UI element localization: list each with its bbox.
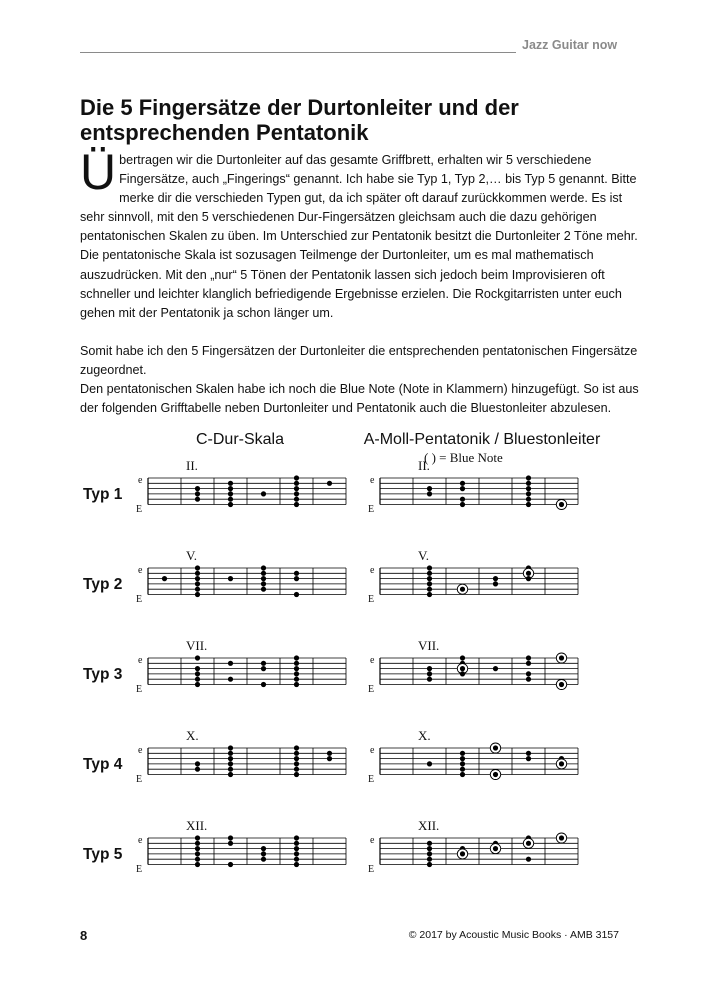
finger-dot [526, 475, 531, 480]
finger-dot [493, 576, 498, 581]
finger-dot [427, 581, 432, 586]
finger-dot [294, 756, 299, 761]
finger-dot [493, 666, 498, 671]
finger-dot [294, 486, 299, 491]
fret-position-label: XII. [186, 818, 208, 833]
finger-dot [195, 841, 200, 846]
finger-dot [526, 671, 531, 676]
string-label-low: E [136, 593, 143, 605]
finger-dot [261, 666, 266, 671]
finger-dot [294, 677, 299, 682]
fingering-type-label: Typ 2 [83, 576, 123, 593]
fret-position-label: X. [418, 728, 431, 743]
copyright-notice: © 2017 by Acoustic Music Books · AMB 3157 [408, 929, 619, 941]
finger-dot [327, 481, 332, 486]
string-label-low: E [136, 773, 143, 785]
pentatonic-fretboard-diagram [379, 473, 579, 510]
fret-position-label: II. [418, 458, 430, 473]
major-fretboard-diagram [147, 743, 347, 780]
string-label-high: e [138, 835, 143, 846]
finger-dot [294, 571, 299, 576]
fret-position-label: VII. [186, 638, 208, 653]
finger-dot [228, 772, 233, 777]
finger-dot [294, 841, 299, 846]
blue-note-dot [493, 846, 498, 851]
string-label-high: e [370, 475, 375, 486]
finger-dot [427, 862, 432, 867]
pentatonic-heading: A-Moll-Pentatonik / Bluestonleiter [363, 431, 601, 448]
blue-note-dot [493, 772, 498, 777]
finger-dot [261, 682, 266, 687]
finger-dot [460, 756, 465, 761]
finger-dot [427, 576, 432, 581]
finger-dot [427, 857, 432, 862]
finger-dot [526, 756, 531, 761]
blue-note-paragraph: Den pentatonischen Skalen habe ich noch die Blue Note (Note in Klammern) hinzugefügt. So ist aus der folgenden Grifftabelle neben Durtonleiter und Pentatonik auch die Bluestonleiter abzulesen. [80, 382, 639, 416]
fret-position-label: II. [186, 458, 198, 473]
finger-dot [294, 491, 299, 496]
page-number: 8 [80, 928, 88, 943]
finger-dot [195, 767, 200, 772]
finger-dot [195, 862, 200, 867]
finger-dot [427, 587, 432, 592]
drop-cap: Ü [80, 144, 117, 200]
string-label-high: e [138, 655, 143, 666]
finger-dot [460, 655, 465, 660]
fret-position-label: VII. [418, 638, 440, 653]
finger-dot [327, 751, 332, 756]
finger-dot [294, 751, 299, 756]
finger-dot [228, 491, 233, 496]
finger-dot [294, 835, 299, 840]
intro-paragraph-text: bertragen wir die Durtonleiter auf das gesamte Griffbrett, erhalten wir 5 verschiedene Fingersätze, auch „Fingerings“ genannt. Ich habe sie Typ 1, Typ 2,… bis Typ 5 genannt. Bitte merke dir die verschieden Typen gut, da ich später oft darauf zurückkommen werde. Es ist sehr sinnvoll, mit den 5 verschiedenen Dur-Fingersätzen gleichsam auch die dazu gehörigen pentatonischen Skalen zu üben. Im Unterschied zur Pentatonik besitzt die Durtonleiter 2 Töne mehr. Die pentatonische Skala ist sozusagen Teilmenge der Durtonleiter, um es mal mathematisch auszudrücken. Mit den „nur“ 5 Tönen der Pentatonik lassen sich jedoch beim Improvisieren oft schneller und leichter klanglich befriedigende Ergebnisse erzielen. Die Rockgitarristen unter euch gehen mit der Pentatonik ja schon länger um. [80, 153, 638, 320]
finger-dot [195, 671, 200, 676]
finger-dot [228, 745, 233, 750]
blue-note-dot [559, 761, 564, 766]
finger-dot [294, 666, 299, 671]
blue-note-dot [559, 655, 564, 660]
string-label-low: E [368, 773, 375, 785]
finger-dot [261, 581, 266, 586]
finger-dot [228, 835, 233, 840]
finger-dot [294, 502, 299, 507]
fret-position-label: XII. [418, 818, 440, 833]
blue-note-dot [559, 835, 564, 840]
finger-dot [294, 862, 299, 867]
blue-note-dot [460, 851, 465, 856]
intro-paragraph [80, 144, 640, 323]
pentatonic-fretboard-diagram [379, 743, 579, 780]
finger-dot [228, 486, 233, 491]
finger-dot [427, 846, 432, 851]
finger-dot [261, 491, 266, 496]
finger-dot [427, 592, 432, 597]
finger-dot [427, 666, 432, 671]
fret-position-label: X. [186, 728, 199, 743]
string-label-low: E [136, 863, 143, 875]
finger-dot [228, 767, 233, 772]
finger-dot [294, 671, 299, 676]
string-label-high: e [138, 475, 143, 486]
pentatonic-fretboard-diagram [379, 563, 579, 600]
finger-dot [195, 666, 200, 671]
finger-dot [460, 751, 465, 756]
pentatonic-fretboard-diagram [379, 653, 579, 690]
mapping-paragraph: Somit habe ich den 5 Fingersätzen der Durtonleiter die entsprechenden pentatonischen Fingersätze zugeordnet. [80, 343, 638, 377]
finger-dot [327, 756, 332, 761]
finger-dot [526, 486, 531, 491]
finger-dot [228, 576, 233, 581]
blue-note-dot [526, 571, 531, 576]
finger-dot [228, 497, 233, 502]
blue-note-dot [493, 745, 498, 750]
finger-dot [427, 486, 432, 491]
finger-dot [526, 677, 531, 682]
finger-dot [162, 576, 167, 581]
finger-dot [195, 655, 200, 660]
blue-note-legend: ( ) = Blue Note [424, 450, 503, 465]
finger-dot [261, 846, 266, 851]
finger-dot [427, 841, 432, 846]
fingering-type-label: Typ 5 [83, 846, 123, 863]
finger-dot [195, 677, 200, 682]
blue-note-dot [559, 682, 564, 687]
finger-dot [460, 772, 465, 777]
finger-dot [294, 761, 299, 766]
string-label-low: E [368, 863, 375, 875]
string-label-high: e [138, 745, 143, 756]
blue-note-dot [460, 587, 465, 592]
finger-dot [261, 661, 266, 666]
finger-dot [526, 751, 531, 756]
fret-position-label: V. [418, 548, 429, 563]
fingering-type-label: Typ 4 [83, 756, 123, 773]
finger-dot [294, 846, 299, 851]
finger-dot [427, 851, 432, 856]
string-label-low: E [368, 683, 375, 695]
finger-dot [195, 576, 200, 581]
finger-dot [427, 491, 432, 496]
finger-dot [294, 767, 299, 772]
finger-dot [460, 767, 465, 772]
finger-dot [526, 576, 531, 581]
finger-dot [195, 486, 200, 491]
finger-dot [493, 581, 498, 586]
body-text [80, 144, 640, 418]
finger-dot [228, 841, 233, 846]
finger-dot [460, 497, 465, 502]
finger-dot [195, 846, 200, 851]
finger-dot [427, 571, 432, 576]
finger-dot [261, 851, 266, 856]
finger-dot [460, 761, 465, 766]
finger-dot [460, 486, 465, 491]
finger-dot [195, 592, 200, 597]
finger-dot [526, 661, 531, 666]
finger-dot [526, 502, 531, 507]
string-label-high: e [370, 835, 375, 846]
string-label-low: E [368, 503, 375, 515]
finger-dot [195, 581, 200, 586]
finger-dot [228, 751, 233, 756]
finger-dot [460, 481, 465, 486]
finger-dot [294, 745, 299, 750]
finger-dot [427, 565, 432, 570]
finger-dot [294, 497, 299, 502]
page-title: Die 5 Fingersätze der Durtonleiter und der entsprechenden Pentatonik [80, 95, 519, 145]
finger-dot [228, 661, 233, 666]
finger-dot [526, 481, 531, 486]
finger-dot [526, 497, 531, 502]
finger-dot [427, 761, 432, 766]
fingering-type-label: Typ 3 [83, 666, 123, 683]
finger-dot [294, 655, 299, 660]
blue-note-dot [559, 502, 564, 507]
major-fretboard-diagram [147, 563, 347, 600]
finger-dot [261, 565, 266, 570]
running-header: Jazz Guitar now [522, 38, 618, 52]
string-label-low: E [136, 683, 143, 695]
fingering-type-label: Typ 1 [83, 486, 123, 503]
finger-dot [261, 571, 266, 576]
finger-dot [294, 576, 299, 581]
fret-position-label: V. [186, 548, 197, 563]
finger-dot [294, 592, 299, 597]
finger-dot [261, 576, 266, 581]
finger-dot [460, 671, 465, 676]
finger-dot [195, 682, 200, 687]
pentatonic-fretboard-diagram [379, 833, 579, 870]
finger-dot [294, 857, 299, 862]
finger-dot [526, 857, 531, 862]
finger-dot [228, 756, 233, 761]
string-label-high: e [370, 745, 375, 756]
string-label-low: E [136, 503, 143, 515]
finger-dot [427, 671, 432, 676]
finger-dot [195, 497, 200, 502]
finger-dot [228, 862, 233, 867]
major-scale-heading: C-Dur-Skala [195, 431, 284, 448]
blue-note-dot [460, 666, 465, 671]
finger-dot [195, 571, 200, 576]
finger-dot [195, 851, 200, 856]
finger-dot [195, 835, 200, 840]
finger-dot [195, 761, 200, 766]
finger-dot [195, 587, 200, 592]
finger-dot [427, 677, 432, 682]
string-label-high: e [370, 655, 375, 666]
major-fretboard-diagram [147, 833, 347, 870]
finger-dot [294, 475, 299, 480]
string-label-high: e [370, 565, 375, 576]
finger-dot [294, 772, 299, 777]
finger-dot [294, 481, 299, 486]
finger-dot [460, 502, 465, 507]
finger-dot [195, 491, 200, 496]
finger-dot [195, 565, 200, 570]
finger-dot [526, 491, 531, 496]
finger-dot [228, 481, 233, 486]
string-label-low: E [368, 593, 375, 605]
header-rule [80, 52, 516, 53]
major-fretboard-diagram [147, 653, 347, 690]
blue-note-dot [526, 841, 531, 846]
string-label-high: e [138, 565, 143, 576]
major-fretboard-diagram [147, 473, 347, 510]
finger-dot [294, 682, 299, 687]
finger-dot [195, 857, 200, 862]
finger-dot [261, 587, 266, 592]
finger-dot [228, 761, 233, 766]
finger-dot [294, 661, 299, 666]
finger-dot [228, 502, 233, 507]
finger-dot [294, 851, 299, 856]
finger-dot [261, 857, 266, 862]
finger-dot [228, 677, 233, 682]
finger-dot [526, 655, 531, 660]
